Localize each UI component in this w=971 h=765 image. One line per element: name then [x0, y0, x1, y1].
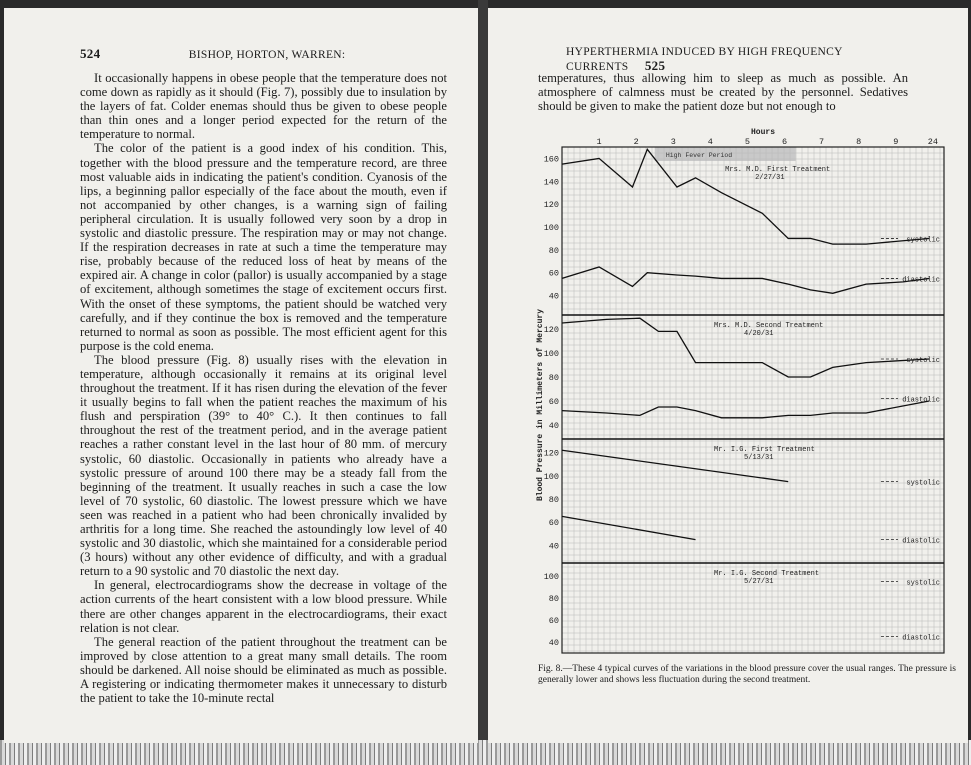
y-tick-label: 100	[543, 572, 559, 582]
y-tick-label: 80	[548, 245, 559, 256]
x-tick-label: 8	[856, 137, 862, 147]
paragraph: temperatures, thus allowing him to sleep as much as possible. An atmosphere of calmness must be created by the personnel. Sedatives should be given to make the patient doze but not enough to	[538, 71, 908, 114]
right-body-text	[538, 71, 908, 113]
y-tick-label: 120	[543, 200, 559, 211]
x-tick-label: 3	[670, 137, 676, 147]
paragraph: In general, electrocardiograms show the decrease in voltage of the action currents of the heart consistent with a low blood pressure. While there are other changes apparent in the electrocardiograms, their exact relation is not clear.	[80, 578, 447, 635]
y-tick-label: 60	[548, 616, 559, 626]
left-running-title: BISHOP, HORTON, WARREN:	[188, 49, 346, 61]
paragraph: The general reaction of the patient throughout the treatment can be improved by close attention to a great many small details. The room should be darkened. All noise should be eliminated as much as possible. A registering or indicating thermometer makes it unnecessary to disturb the patient to take the 10-minute rectal	[80, 634, 447, 706]
panel-title: Mrs. M.D. Second Treatment	[714, 322, 824, 330]
y-tick-label: 60	[548, 518, 559, 529]
y-tick-label: 40	[548, 421, 559, 431]
series-label: diastolic	[902, 276, 940, 285]
y-tick-label: 100	[543, 349, 559, 359]
y-tick-label: 120	[543, 448, 559, 459]
panel-title: Mr. I.G. First Treatment	[714, 446, 815, 454]
left-page-number: 524	[80, 46, 101, 61]
panel-title: Mr. I.G. Second Treatment	[714, 570, 820, 578]
left-page	[4, 8, 478, 743]
y-tick-label: 80	[548, 495, 559, 505]
x-tick-label: 6	[781, 137, 788, 147]
x-tick-label: 9	[893, 137, 899, 147]
y-tick-label: 80	[548, 594, 559, 604]
series-line-diastolic	[562, 516, 696, 539]
series-label: diastolic	[902, 396, 940, 405]
x-tick-label: 7	[819, 137, 825, 147]
y-tick-label: 60	[548, 397, 559, 407]
y-tick-label: 100	[543, 223, 559, 233]
left-body-text	[80, 71, 447, 705]
series-label: systolic	[906, 236, 940, 245]
x-tick-label: 4	[707, 137, 713, 147]
y-tick-label: 40	[548, 291, 559, 302]
figure-caption: Fig. 8.—These 4 typical curves of the variations in the blood pressure cover the usual ranges. The pressure is generally lower and shows less fluctuation during the second treatment.	[538, 664, 956, 685]
series-label: diastolic	[902, 634, 940, 643]
right-running-title: HYPERTHERMIA INDUCED BY HIGH FREQUENCY CURRENTS	[566, 46, 843, 73]
y-tick-label: 40	[548, 541, 559, 552]
left-running-head	[80, 46, 345, 62]
paragraph: It occasionally happens in obese people that the temperature does not come down as rapidly as it should (Fig. 7), possibly due to insulation by the layers of fat. Colder enemas should thus be given to obese people than thin ones and a longer period expected for the return of the temperature to normal.	[80, 71, 447, 142]
series-label: systolic	[906, 579, 940, 588]
scan-edge	[0, 740, 971, 765]
panel-date: 5/27/31	[744, 578, 774, 586]
panel-date: 2/27/31	[755, 174, 785, 182]
blood-pressure-chart	[532, 125, 960, 665]
fever-band-label: High Fever Period	[665, 152, 733, 159]
x-axis-title: Hours	[750, 128, 776, 137]
series-label: systolic	[906, 479, 940, 488]
paragraph: The color of the patient is a good index of his condition. This, together with the blood pressure and the temperature record, are three most valuable aids in indicating the patient's condition. Cyanosis of the lips, a beginning pallor especially of the face about the mouth, even if not accompanied by other changes, is a warning sign of failing peripheral circulation. It is usually followed very soon by a drop in systolic and diastolic pressure. The respiration may or may not change. If the respiration decreases in rate at such a time the temperature may rise, probably because of the reduced loss of heat by means of the expired air. A change in color (pallor) is usually accompanied by a stage of excitement, although sometimes the stage of excitement occurs first. With the onset of these symptoms, the patient should be watched very carefully, and if they continue the box is removed and the temperature returned to normal as soon as possible. The most efficient agent for this purpose is the cold enema.	[80, 141, 447, 353]
paragraph: The blood pressure (Fig. 8) usually rises with the elevation in temperature, although occasionally it remains at its original level throughout the treatment. If it has risen during the elevation of the fever it usually begins to fall when the patient reaches the maximum of his flush and perspiration (39° to 40° C.). It then continues to fall throughout the rest of the treatment period, and in the average patient reaches a rather constant level in the last hour of 80 mm. of mercury systolic, 60 diastolic. Occasionally in patients who already have a systolic pressure of around 100 there may be a steady fall from the beginning of the treatment. It usually reaches in such a case the low level of 70 systolic, 60 diastolic. The lowest pressure which we have seen was reached in a patient who had been chronically invalided by arthritis for a long time. She reached the astoundingly low level of 40 systolic and 30 diastolic, which she maintained for a considerable period (3 hours) without any other evidence of difficulty, and with a gradual return to a 90 systolic and 70 diastolic the next day.	[80, 352, 447, 579]
x-tick-label: 24	[927, 137, 938, 147]
right-page-number: 525	[644, 58, 666, 73]
x-tick-label: 1	[596, 137, 602, 147]
y-tick-label: 120	[543, 325, 559, 335]
series-label: diastolic	[902, 537, 940, 546]
y-axis-title: Blood Pressure in Millimeters of Mercury	[536, 308, 545, 502]
series-label: systolic	[906, 357, 940, 365]
book-gutter	[478, 0, 488, 765]
y-tick-label: 100	[543, 471, 559, 482]
y-tick-label: 80	[548, 373, 559, 383]
x-tick-label: 5	[744, 137, 750, 147]
y-tick-label: 160	[543, 154, 559, 165]
y-tick-label: 140	[543, 177, 559, 188]
panel-date: 4/20/31	[744, 330, 774, 338]
y-tick-label: 60	[548, 268, 559, 279]
right-page	[488, 8, 968, 743]
x-tick-label: 2	[633, 137, 639, 147]
chart-svg	[532, 125, 960, 665]
panel-title: Mrs. M.D. First Treatment	[725, 166, 831, 174]
y-tick-label: 40	[548, 638, 559, 648]
right-running-head	[566, 46, 906, 74]
panel-date: 5/13/31	[744, 454, 774, 462]
